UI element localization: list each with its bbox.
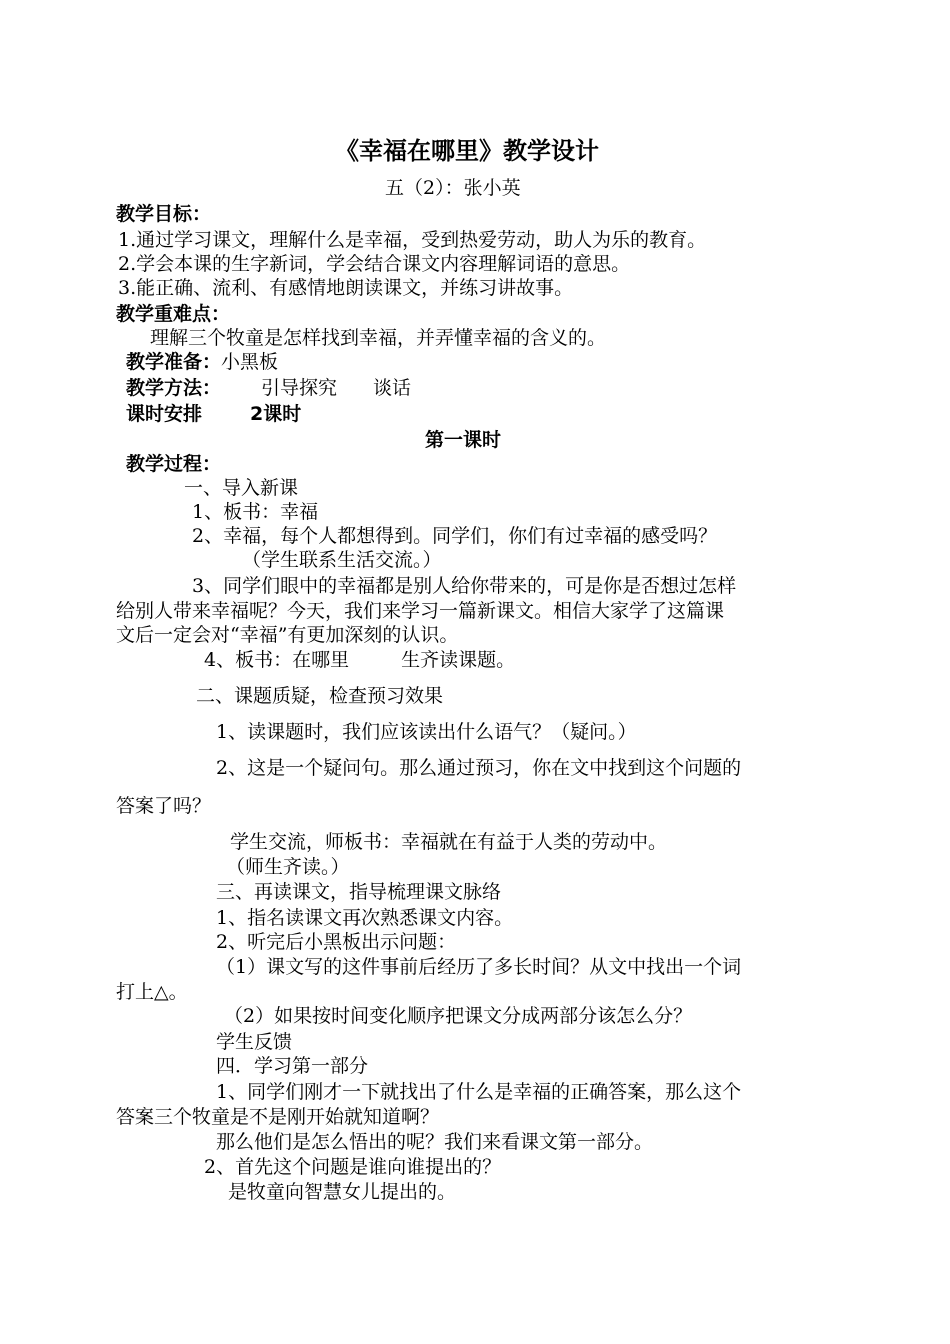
preparation-line (126, 350, 278, 374)
process-line: 文后一定会对“幸福”有更加深刻的认识。 (116, 624, 459, 646)
process-line: 1、同学们刚才一下就找出了什么是幸福的正确答案，那么这个 (216, 1081, 742, 1103)
process-line: 给别人带来幸福呢？今天，我们来学习一篇新课文。相信大家学了这篇课 (116, 600, 725, 622)
schedule-value: 2课时 (250, 403, 302, 425)
method-line (126, 376, 411, 400)
process-line: 那么他们是怎么悟出的呢？我们来看课文第一部分。 (216, 1131, 654, 1153)
process-line: 四．学习第一部分 (216, 1055, 369, 1077)
goal-item: 2.学会本课的生字新词，学会结合课文内容理解词语的意思。 (118, 253, 631, 275)
preparation-label: 教学准备： (126, 351, 222, 373)
process-line: 答案三个牧童是不是刚开始就知道啊？ (116, 1106, 440, 1128)
process-line: （1）课文写的这件事前后经历了多长时间？从文中找出一个词 (216, 956, 742, 978)
board-writing: 4、板书：在哪里 (204, 649, 350, 671)
read-title: 生齐读课题。 (401, 649, 516, 671)
key-points-text: 理解三个牧童是怎样找到幸福，并弄懂幸福的含义的。 (150, 327, 607, 349)
process-heading: 教学过程： (126, 453, 222, 475)
process-line: 2、幸福，每个人都想得到。同学们，你们有过幸福的感受吗？ (192, 525, 718, 547)
process-line: 是牧童向智慧女儿提出的。 (228, 1181, 457, 1203)
process-line: 2、首先这个问题是谁向谁提出的？ (204, 1156, 502, 1178)
method-value-1: 引导探究 (261, 377, 338, 399)
process-line: 2、这是一个疑问句。那么通过预习，你在文中找到这个问题的 (216, 757, 742, 779)
method-value-2: 谈话 (373, 377, 412, 399)
process-line: 2、听完后小黑板出示问题： (216, 931, 457, 953)
process-line: 二、课题质疑，检查预习效果 (196, 685, 444, 707)
goal-item: 3.能正确、流利、有感情地朗读课文，并练习讲故事。 (118, 277, 574, 299)
process-line: 学生交流，师板书：幸福就在有益于人类的劳动中。 (230, 831, 668, 853)
process-line: 1、指名读课文再次熟悉课文内容。 (216, 907, 514, 929)
schedule-label: 课时安排 (126, 403, 203, 425)
author-line: 五（2）：张小英 (385, 177, 521, 199)
goals-heading: 教学目标： (116, 203, 212, 225)
lesson-heading: 第一课时 (425, 429, 502, 451)
page-title: 《幸福在哪里》教学设计 (335, 137, 599, 165)
process-line: （学生联系生活交流。） (242, 549, 442, 571)
process-line: 1、读课题时，我们应该读出什么语气？（疑问。） (216, 721, 637, 743)
method-label: 教学方法： (126, 377, 222, 399)
process-line: 三、再读课文，指导梳理课文脉络 (216, 881, 502, 903)
schedule-line (126, 402, 301, 426)
preparation-value: 小黑板 (221, 351, 279, 373)
process-line: 答案了吗？ (116, 795, 212, 817)
process-line: （2）如果按时间变化顺序把课文分成两部分该怎么分？ (224, 1005, 693, 1027)
process-line: 打上△。 (116, 981, 188, 1003)
process-line (204, 648, 515, 672)
process-line: 3、同学们眼中的幸福都是别人给你带来的，可是你是否想过怎样 (192, 575, 737, 597)
process-line: 学生反馈 (216, 1031, 293, 1053)
process-line: 1、板书：幸福 (192, 501, 319, 523)
goal-item: 1.通过学习课文，理解什么是幸福，受到热爱劳动，助人为乐的教育。 (118, 229, 707, 251)
process-line: （师生齐读。） (226, 856, 350, 878)
process-line: 一、导入新课 (184, 477, 299, 499)
key-points-heading: 教学重难点： (116, 303, 231, 325)
